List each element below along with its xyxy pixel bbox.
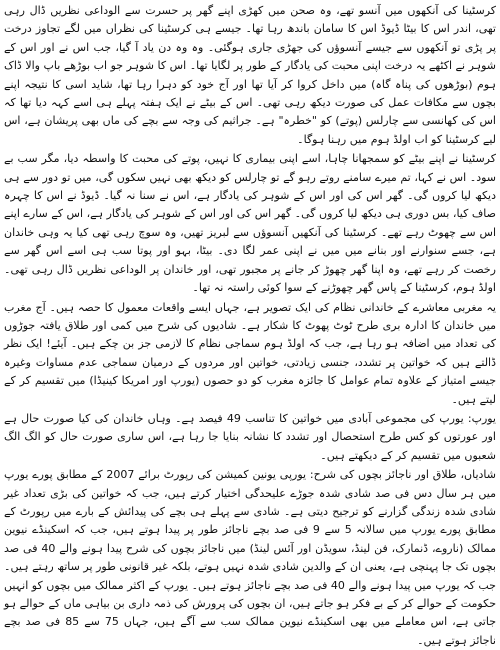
paragraph-3: یہ مغربی معاشرے کے خاندانی نظام کی ایک تصویر ہے، جہاں ایسے واقعات معمول کا حصہ ہیں۔ آج مغرب میں خاندان کا ادارہ بری طرح ٹوٹ پھوٹ کا شکار ہے۔ شادیوں کی شرح میں کمی اور طلاق یافتہ جوڑوں کی تعداد میں اضافہ ہو رہا ہے، جب کہ اولڈ ہوم سماجی نظام کا لازمی جز بن چکے ہیں۔ آیئے! ایک نظر ڈالتے ہیں کہ خواتین پر تشدد، جنسی زیادتی، خواتین اور مردوں کے درمیان سماجی عدم مساوات وغیرہ جیسے امتیاز کے علاوہ تمام عوامل کا جائزہ مغرب کو دو حصوں (یورپ اور امریکا کینیڈا) میں تقسیم کر کے لیتے ہیں۔ — [4, 300, 496, 406]
paragraph-2: کرسٹینا نے اپنے بیٹے کو سمجھانا چاہا، اسے اپنی بیماری کا نہیں، پوتے کی محبت کا واسطہ دیا، مگر سب بے سود۔ اس نے کہا، تم میرے سامنے روتے رہو گے تو چارلس کو دیکھ بھی نہیں سکوں گی، میں تو دور سے ہی دیکھ لیا کروں گی۔ گھر اس کی اور اس کے شوہر کی یادگار ہے، اس نے سنا نہ گیا۔ ڈیوڈ نے اس کا چہرہ صاف کیا، بس دوری ہی دیکھ لیا کروں گی۔ گھر اس کی اور اس کے شوہر کی یادگار ہے، اس کے سارے اپنے اس سے چھوٹ رہے تھے۔ کرسٹینا کی آنکھیں آنسوؤں سے لبریز تھیں، وہ سوچ رہی تھی کیا یہ وہی خاندان ہے، جسے سنوارنے اور بنانے میں میں نے اپنی عمر لگا دی۔ بیٹا، بہو اور پوتا سب ہی اسے اس گھر سے رخصت کر رہے تھے، وہ اپنا گھر چھوڑ کر جانے پر مجبور تھی، اور خاندان پر الوداعی نظریں ڈال رہی تھی۔ اولڈ ہوم، کرسٹینا کے پاس گھر چھوڑنے کے سوا کوئی راستہ نہ تھا۔ — [4, 152, 496, 295]
paragraph-1: کرسٹینا کی آنکھوں میں آنسو تھے، وہ صحن میں کھڑی اپنے گھر پر حسرت سے الوداعی نظریں ڈال رہی تھی، اندر اس کا بیٹا ڈیوڈ اس کا سامان باندھ رہا تھا۔ جیسے ہی کرسٹینا کی نظراں میں لگے تجاوز درخت پر پڑی تو آنکھوں سے جیسے آنسوؤں کی جھڑی جاری ہوگئی۔ وہ وہ دن یاد آ گیا، جب اس نے اور اس کے شوہر نے اکٹھے یہ درخت اپنی محبت کی یادگار کے طور پر لگایا تھا۔ اس کا شوہر جو اب بوڑھے باپ والا ڈاک ہوم (بوڑھوں کی پناہ گاہ) میں داخل کروا کر آیا تھا اور آج خود کو دہرا رہا تھا، شاید اسی کا نتیجہ اپنے بچوں سے مکافات عمل کی صورت دیکھ رہی تھی۔ اس کے بیٹے نے ایک ہفتہ پہلے ہی اسے کہہ دیا تھا کہ اس کی کھانسی سے چارلس (پوتے) کو "خطرہ" ہے۔ جراثیم کی وجہ سے بچے کی ماں بھی پریشان ہے، اس لیے کرسٹینا کو اب اولڈ ہوم میں رہنا ہوگا۔ — [4, 4, 497, 146]
paragraph-5: شادیاں، طلاق اور ناجائز بچوں کی شرح: یورپی یونین کمیشن کی رپورٹ برائے 2007 کے مطابق پورے یورپ میں ہر سال دس فی صد شادی شدہ جوڑے علیحدگی اختیار کرتے ہیں، جب کہ خواتین کی بڑی تعداد غیر شادی شدہ زندگی گزارنے کو ترجیح دیتی ہے۔ شادی سے پہلے ہی بچے کی پیدائش کے بارے میں رپورٹ کے مطابق پورے یورپ میں سالانہ 5 سے 9 فی صد بچے ناجائز طور پر پیدا ہوتے ہیں، جب کہ اسکینڈے نیوین ممالک (ناروے، ڈنمارک، فن لینڈ، سویڈن اور آئس لینڈ) میں ناجائز بچوں کی شرح پیدا ہونے والے 40 فی صد بچوں تک جا پہنچی ہے، یعنی ان کے والدین شادی شدہ نہیں ہوتے، بلکہ غیر قانونی طور پر ساتھ رہتے ہیں۔ جب کہ یورپ میں پیدا ہونے والے 40 فی صد بچے ناجائز ہوتے ہیں۔ یورپ کے اکثر ممالک میں بچوں کو انہیں حکومت کے حوالے کر کے بے فکر ہو جاتے ہیں، ان بچوں کی پرورش کی ذمہ داری بن بیاہی ماں کے حوالے ہو جاتی ہے، اس معاملے میں بھی اسکینڈے نیوین ممالک سب سے آگے ہیں، جہاں 75 سے 85 فی صد بچے ناجائز ہوتے ہیں۔ — [4, 468, 497, 647]
paragraph-4: یورپ: یورپ کی مجموعی آبادی میں خواتین کا تناسب 49 فیصد ہے۔ وہاں خاندان کی کیا صورت حال ہے اور عورتوں کو کس طرح استحصال اور تشدد کا نشانہ بنایا جا رہا ہے، اس ساری صورت حال کو الگ الگ شعبوں میں تقسیم کر کے دیکھتے ہیں۔ — [4, 411, 496, 462]
